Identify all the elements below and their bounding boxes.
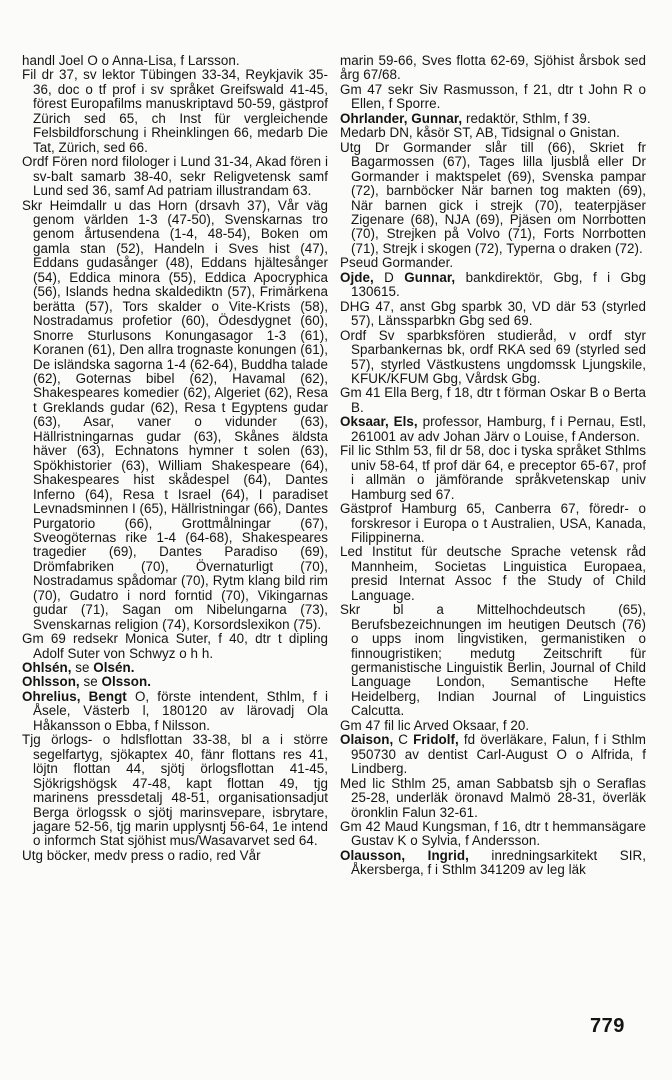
entry-paragraph [340, 126, 646, 140]
entry-text: Gm 69 redsekr Monica Suter, f 40, dtr t dipling Adolf Suter von Schwyz o h h. [22, 631, 328, 661]
entry-heading-paragraph [340, 849, 646, 878]
entry-text: Led Institut für deutsche Sprache vetensk råd Mannheim, Societas Linguistica Europaea, presid Internat Assoc f the Study of Child Language. [340, 544, 646, 603]
entry-text: Gm 47 sekr Siv Rasmusson, f 21, dtr t John R o Ellen, f Sporre. [340, 81, 646, 112]
entry-paragraph [340, 603, 646, 719]
entry-text: Ordf Sv sparbksfören studieråd, v ordf styr Sparbankernas bk, ordf RKA sed 69 (styrled sed 57), styrled Västkustens ungdomssk Ljungskile, KFUK/KFUM Gbg, Vårdsk Gbg. [340, 327, 646, 386]
entry-text: Gm 42 Maud Kungsman, f 16, dtr t hemmansägare Gustav K o Sylvia, f Andersson. [340, 819, 646, 849]
cross-reference: Olsén. [93, 660, 135, 676]
entry-text: C [393, 732, 414, 748]
entry-name: Ohrelius, Bengt [22, 688, 127, 704]
entry-paragraph [340, 141, 646, 257]
entry-text: redaktör, Sthlm, f 39. [462, 110, 591, 126]
entry-text: inredningsarkitekt SIR, Åkersberga, f i Sthlm 341209 av leg läk [351, 847, 646, 878]
entry-paragraph [22, 155, 328, 198]
cross-reference: Olsson. [101, 674, 151, 690]
entry-paragraph [22, 632, 328, 661]
entry-paragraph [340, 502, 646, 545]
entry-paragraph [340, 83, 646, 112]
left-column [22, 54, 328, 863]
entry-paragraph [340, 719, 646, 733]
entry-heading-paragraph [340, 733, 646, 776]
entry-text: se [79, 674, 102, 690]
entry-heading-paragraph [340, 112, 646, 126]
entry-text: Med lic Sthlm 25, aman Sabbatsb sjh o Seraflas 25-28, underläk öronavd Malmö 28-31, överläk öronklin Falun 32-61. [340, 775, 646, 820]
entry-text: DHG 47, anst Gbg sparbk 30, VD där 53 (styrled 57), Länssparbkn Gbg sed 69. [340, 298, 646, 329]
entry-name: Olausson, Ingrid, [340, 847, 469, 863]
entry-paragraph [340, 329, 646, 387]
entry-paragraph [340, 444, 646, 502]
entry-text: Medarb DN, kåsör ST, AB, Tidsignal o Gnistan. [340, 125, 620, 141]
entry-paragraph [340, 545, 646, 603]
entry-paragraph [22, 199, 328, 633]
entry-text: fd överläkare, Falun, f i Sthlm 950730 av dentist Carl-August O o Alfrida, f Lindberg. [351, 732, 646, 777]
entry-text: Gm 47 fil lic Arved Oksaar, f 20. [340, 717, 530, 733]
entry-text: Fil lic Sthlm 53, fil dr 58, doc i tyska språket Sthlms univ 58-64, tf prof där 64, e preceptor 65-67, prof i allmän o jämförande språkvetenskap univ Hamburg sed 67. [340, 443, 646, 502]
entry-heading-paragraph [22, 690, 328, 733]
page-number: 779 [590, 1015, 625, 1037]
entry-name: Olaison, [340, 732, 394, 748]
entry-text: se [71, 660, 94, 676]
entry-text: Ordf Fören nord filologer i Lund 31-34, Akad fören i sv-balt samarb 38-40, sekr Religvetensk samf Lund sed 36, samf Ad patriam illustrandam 63. [22, 154, 328, 199]
entry-paragraph [340, 54, 646, 83]
entry-paragraph [22, 733, 328, 849]
entry-name: Ohrlander, Gunnar, [340, 110, 463, 126]
entry-heading-paragraph [340, 415, 646, 444]
entry-text: Tjg örlogs- o hdlsflottan 33-38, bl a i större segelfartyg, sjökaptex 40, fänr flottans res 41, löjtn flottan 44, sjötj örlogsflottan 41-45, Sjökrigshögsk 47-48, kapt flottan 49, tjg marinens pressdetalj 48-51, organisationsadjut Berga örlogssk o sjötj marinsvepare, isbrytare, jagare 52-56, tjg marin upplysntj 56-64, 1e intend o informch Stat sjöhist mus/Wasavarvet sed 64. [22, 732, 328, 849]
entry-heading-paragraph [340, 271, 646, 300]
entry-name: Gunnar, [404, 269, 456, 285]
entry-text: Skr bl a Mittelhochdeutsch (65), Berufsbezeichnungen im heutigen Deutsch (76) o upps inom lingvistiken, germanistiken o finnougristiken; medutg Zeitschrift für germanistische Linguistik Berlin, Journal of Child Language London, Semantische Hefte Heidelberg, Indian Journal of Linguistics Calcutta. [340, 602, 646, 719]
entry-name: Oksaar, Els, [340, 414, 418, 430]
entry-text: Skr Heimdallr u das Horn (drsavh 37), Vår väg genom världen 1-3 (47-50), Svenskarnas tro genom årtusendena (1-4, 48-54), Boken om gamla stan (52), Handeln i Sves hist (47), Eddans gudasånger (48), Eddans hjältesånger (54), Eddica minora (55), Eddica Apocryphica (56), Islands hedna skaldediktn (57), Frimärkena berätta (57), Tors skalder o Vite-Krists (58), Nostradamus profetior (60), Ödesdygnet (60), Snorre Sturlusons Konungasagor 1-3 (61), Koranen (61), Den allra trognaste konungen (61), De isländska sagorna 1-4 (62-64), Buddha talade (62), Goternas bibel (62), Havamal (62), Shakespeares komedier (62), Algeriet (62), Resa t Greklands gudar (62), Resa t Egyptens gudar (63), Asar, vaner o vidunder (63), Hällristningarnas gudar (63), Skånes äldsta häver (63), Echnatons hymner t solen (63), Spökhistorier (63), William Shakespeare (64), Shakespeares hist skådespel (64), Dantes Inferno (64), Resa t Israel (64), I paradiset Levnadsminnen I (65), Hällristningar (66), Dantes Purgatorio (66), Grottmålningar (67), Sveogöternas rike 1-4 (64-68), Shakespeares tragedier (69), Dantes Paradiso (69), Drömfabriken (70), Övernaturligt (70), Nostradamus spådomar (70), Rytm klang bild rim (70), Gudatro i nord forntid (70), Vikingarnas gudar (71), Sagan om Nibelungarna (73), Svenskarnas religion (74), Korsordslexikon (75). [22, 197, 328, 632]
entry-text: O, förste intendent, Sthlm, f i Åsele, Västerb l, 180120 av lärovadj Ola Håkansson o Ebba, f Nilsson. [33, 688, 328, 733]
entry-heading-paragraph [22, 661, 328, 675]
entry-name: Fridolf, [413, 732, 459, 748]
entry-name: Ohlsson, [22, 674, 80, 690]
entry-text: Fil dr 37, sv lektor Tübingen 33-34, Reykjavik 35-36, doc o tf prof i sv språket Greifswald 41-45, förest Europafilms manuskriptavd 50-59, gästprof Zürich sed 65, ch Inst für vergleichende Felsbildforschung i Rheinklingen 66, medarb Die Tat, Zürich, sed 66. [22, 67, 328, 155]
entry-paragraph [340, 300, 646, 329]
entry-paragraph [22, 849, 328, 863]
entry-name: Ojde, [340, 269, 374, 285]
entry-heading-paragraph [22, 675, 328, 689]
entry-text: Gm 41 Ella Berg, f 18, dtr t förman Oskar B o Berta B. [340, 385, 646, 415]
entry-text: handl Joel O o Anna-Lisa, f Larsson. [22, 53, 240, 68]
entry-text: marin 59-66, Sves flotta 62-69, Sjöhist årsbok sed årg 67/68. [340, 53, 646, 83]
entry-paragraph [22, 68, 328, 155]
entry-text: bankdirektör, Gbg, f i Gbg 130615. [351, 269, 646, 300]
entry-paragraph [340, 386, 646, 415]
entry-text: Utg böcker, medv press o radio, red Vår [22, 847, 261, 863]
entry-text: Utg Dr Gormander slår till (66), Skriet fr Bagarmossen (67), Tages lilla ljusblå eller Dr Gormander i maktspelet (69), Svenska pampar (72), barnböcker När barnen tog makten (69), När barnen gick i strejk (70), teaterpjäser Zigenare (68), NJA (69), Pjäsen om Norrbotten (70), Strejken på Volvo (71), Forts Norrbotten (71), Strejk i skogen (72), Typerna o draken (72). [340, 139, 646, 256]
right-column [340, 54, 646, 878]
entry-text: Gästprof Hamburg 65, Canberra 67, föredr- o forskresor i Europa o t Australien, USA, Kanada, Filippinerna. [340, 501, 646, 545]
entry-paragraph [340, 256, 646, 270]
entry-text: Pseud Gormander. [340, 255, 454, 271]
entry-paragraph [340, 820, 646, 849]
entry-paragraph [340, 777, 646, 820]
entry-paragraph [22, 54, 328, 68]
entry-name: Ohlsén, [22, 660, 72, 676]
entry-text: professor, Hamburg, f i Pernau, Estl, 261001 av adv Johan Järv o Louise, f Anderson. [351, 414, 646, 444]
entry-text: D [373, 269, 405, 285]
